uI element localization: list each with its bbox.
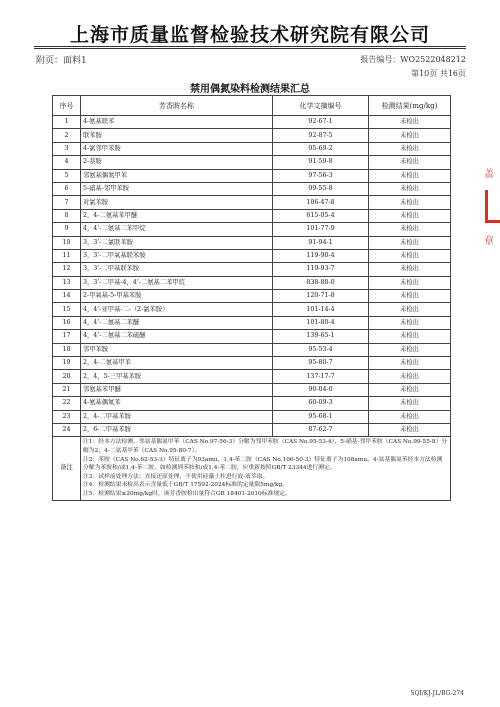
cell-cas-number: 101-14-4 (273, 303, 369, 316)
cell-amine-name: 邻氨基苯甲醚 (81, 383, 273, 396)
table-row (53, 276, 451, 289)
cell-no: 24 (53, 423, 81, 436)
cell-cas-number: 101-77-9 (273, 223, 369, 236)
cell-no: 11 (53, 249, 81, 262)
seal-stamp-bottom: 章 (484, 236, 494, 247)
cell-amine-name: 2，4-二氨基苯甲醚 (81, 209, 273, 222)
cell-no: 4 (53, 156, 81, 169)
cell-cas-number: 139-65-1 (273, 330, 369, 343)
cell-result: 未检出 (369, 129, 451, 142)
table-row (53, 383, 451, 396)
table-header-row (53, 96, 451, 116)
table-row (53, 249, 451, 262)
cell-amine-name: 邻氨基偶氮甲苯 (81, 169, 273, 182)
cell-result: 未检出 (369, 383, 451, 396)
cell-no: 12 (53, 263, 81, 276)
cell-result: 未检出 (369, 303, 451, 316)
cell-cas-number: 95-80-7 (273, 357, 369, 370)
table-row (53, 142, 451, 155)
table-row (53, 316, 451, 329)
cell-result: 未检出 (369, 316, 451, 329)
cell-result: 未检出 (369, 330, 451, 343)
cell-amine-name: 4-氯邻甲苯胺 (81, 142, 273, 155)
seal-stamp-mark (485, 190, 500, 223)
cell-amine-name: 2，6-二甲基苯胺 (81, 423, 273, 436)
cell-amine-name: 邻甲苯胺 (81, 343, 273, 356)
cell-cas-number: 120-71-8 (273, 290, 369, 303)
cell-cas-number: 101-80-4 (273, 316, 369, 329)
cell-amine-name: 4，4’-二氨基二苯甲烷 (81, 223, 273, 236)
cell-amine-name: 3，3’-二甲氧基联苯胺 (81, 249, 273, 262)
cell-amine-name: 4-氨基联苯 (81, 116, 273, 129)
cell-cas-number: 60-09-3 (273, 397, 369, 410)
table-row (53, 263, 451, 276)
cell-no: 2 (53, 129, 81, 142)
cell-result: 未检出 (369, 142, 451, 155)
cell-no: 21 (53, 383, 81, 396)
cell-result: 未检出 (369, 290, 451, 303)
cell-cas-number: 91-94-1 (273, 236, 369, 249)
cell-amine-name: 2，4，5-三甲基苯胺 (81, 370, 273, 383)
table-row (53, 423, 451, 436)
table-row (53, 290, 451, 303)
notes-row (53, 437, 451, 500)
cell-amine-name: 3，3’-二氯联苯胺 (81, 236, 273, 249)
cell-no: 16 (53, 316, 81, 329)
cell-no: 23 (53, 410, 81, 423)
note-4: 注4：检测结果未检出表示含量低于GB/T 17592-2024标准的定量限5mg/kg。 (83, 482, 288, 489)
notes-label: 备注 (53, 437, 81, 500)
column-header-result: 检测结果(mg/kg) (369, 96, 451, 116)
cell-cas-number: 615-05-4 (273, 209, 369, 222)
cell-no: 22 (53, 397, 81, 410)
cell-no: 5 (53, 169, 81, 182)
cell-result: 未检出 (369, 249, 451, 262)
cell-cas-number: 99-55-8 (273, 182, 369, 195)
cell-no: 17 (53, 330, 81, 343)
table-row (53, 357, 451, 370)
report-title: 禁用偶氮染料检测结果汇总 (190, 84, 310, 95)
cell-amine-name: 4，4’-亚甲基-二-（2-氯苯胺） (81, 303, 273, 316)
column-header-no: 序号 (53, 96, 81, 116)
table-row (53, 370, 451, 383)
cell-amine-name: 对氯苯胺 (81, 196, 273, 209)
table-row (53, 236, 451, 249)
cell-amine-name: 3，3’-二甲基-4，4’-二氨基二苯甲烷 (81, 276, 273, 289)
cell-no: 6 (53, 182, 81, 195)
company-name: 上海市质量监督检验技术研究院有限公司 (69, 24, 430, 46)
table-row (53, 156, 451, 169)
table-row (53, 129, 451, 142)
cell-cas-number: 119-90-4 (273, 249, 369, 262)
cell-result: 未检出 (369, 223, 451, 236)
report-number: 报告编号：WO2522048212 (360, 55, 466, 64)
page-info: 第10页 共16页 (411, 69, 466, 78)
cell-result: 未检出 (369, 169, 451, 182)
cell-result: 未检出 (369, 423, 451, 436)
cell-amine-name: 2-萘胺 (81, 156, 273, 169)
table-row (53, 223, 451, 236)
cell-no: 15 (53, 303, 81, 316)
cell-cas-number: 838-88-0 (273, 276, 369, 289)
note-1: 注1：经本方法检测，邻氨基偶氮甲苯（CAS No.97-56-3）分解为邻甲苯胺（CAS No.95-53-4），5-硝基-邻甲苯胺（CAS No.99-55-8）分解为2，4-二氨基甲苯（CAS No.95-80-7）。 (83, 439, 448, 454)
cell-cas-number: 90-04-0 (273, 383, 369, 396)
column-header-name: 芳香胺名称 (81, 96, 273, 116)
seal-stamp-top: 盖 (484, 169, 494, 180)
cell-amine-name: 5-硝基-邻甲苯胺 (81, 182, 273, 195)
notes-cell (81, 437, 451, 500)
cell-amine-name: 2，4-二氨基甲苯 (81, 357, 273, 370)
cell-cas-number: 95-68-1 (273, 410, 369, 423)
cell-amine-name: 联苯胺 (81, 129, 273, 142)
cell-result: 未检出 (369, 343, 451, 356)
cell-cas-number: 92-67-1 (273, 116, 369, 129)
cell-result: 未检出 (369, 236, 451, 249)
table-row (53, 209, 451, 222)
cell-no: 10 (53, 236, 81, 249)
cell-cas-number: 87-62-7 (273, 423, 369, 436)
table-row (53, 169, 451, 182)
cell-result: 未检出 (369, 410, 451, 423)
cell-no: 19 (53, 357, 81, 370)
cell-result: 未检出 (369, 182, 451, 195)
form-code: SQI/KJ-JL/BG-274 (410, 690, 464, 697)
cell-result: 未检出 (369, 276, 451, 289)
table-row (53, 303, 451, 316)
cell-result: 未检出 (369, 156, 451, 169)
cell-result: 未检出 (369, 357, 451, 370)
note-2: 注2：苯胺（CAS No.62-53-3）特征离子为93amu，1,4-苯二胺（CAS No.106-50-3）特征离子为108amu。4-氨基偶氮苯经本方法检测分解为苯胺和/或1,4-苯二胺，如检测到苯胺和/或1,4-苯二胺，应重新按照GB/T 23344进行测定。 (83, 456, 443, 472)
cell-cas-number: 91-59-8 (273, 156, 369, 169)
attachment-label: 附页：面料1 (36, 56, 87, 66)
cell-no: 9 (53, 223, 81, 236)
note-5: 注5：检测结果≤20mg/kg时，该芳香胺检出量符合GB 18401-2010标准规定。 (83, 490, 291, 497)
cell-result: 未检出 (369, 209, 451, 222)
table-row (53, 196, 451, 209)
cell-amine-name: 3，3’-二甲基联苯胺 (81, 263, 273, 276)
table-row (53, 397, 451, 410)
cell-result: 未检出 (369, 263, 451, 276)
cell-amine-name: 2-甲氧基-5-甲基苯胺 (81, 290, 273, 303)
cell-cas-number: 137-17-7 (273, 370, 369, 383)
cell-result: 未检出 (369, 370, 451, 383)
cell-no: 1 (53, 116, 81, 129)
results-table (52, 95, 451, 501)
cell-amine-name: 4，4’-二氨基二苯硫醚 (81, 330, 273, 343)
cell-cas-number: 95-69-2 (273, 142, 369, 155)
header-divider (34, 46, 466, 47)
table-row (53, 182, 451, 195)
cell-result: 未检出 (369, 196, 451, 209)
cell-amine-name: 2，4-二甲基苯胺 (81, 410, 273, 423)
table-row (53, 410, 451, 423)
cell-result: 未检出 (369, 116, 451, 129)
cell-no: 3 (53, 142, 81, 155)
cell-no: 7 (53, 196, 81, 209)
cell-cas-number: 119-93-7 (273, 263, 369, 276)
table-body (53, 116, 451, 437)
table-row (53, 343, 451, 356)
cell-no: 8 (53, 209, 81, 222)
cell-result: 未检出 (369, 397, 451, 410)
cell-amine-name: 4，4’-二氨基二苯醚 (81, 316, 273, 329)
cell-cas-number: 106-47-8 (273, 196, 369, 209)
cell-no: 20 (53, 370, 81, 383)
cell-cas-number: 92-87-5 (273, 129, 369, 142)
cell-cas-number: 97-56-3 (273, 169, 369, 182)
cell-no: 13 (53, 276, 81, 289)
column-header-cas: 化学文摘编号 (273, 96, 369, 116)
cell-no: 18 (53, 343, 81, 356)
table-row (53, 116, 451, 129)
cell-amine-name: 4-氨基偶氮苯 (81, 397, 273, 410)
cell-no: 14 (53, 290, 81, 303)
header-divider-double (34, 48, 466, 49)
note-3: 注3：试样前处理方法：直接还原处理，不使用硅藻土柱进行液-液萃取。 (83, 473, 269, 480)
table-row (53, 330, 451, 343)
cell-cas-number: 95-53-4 (273, 343, 369, 356)
